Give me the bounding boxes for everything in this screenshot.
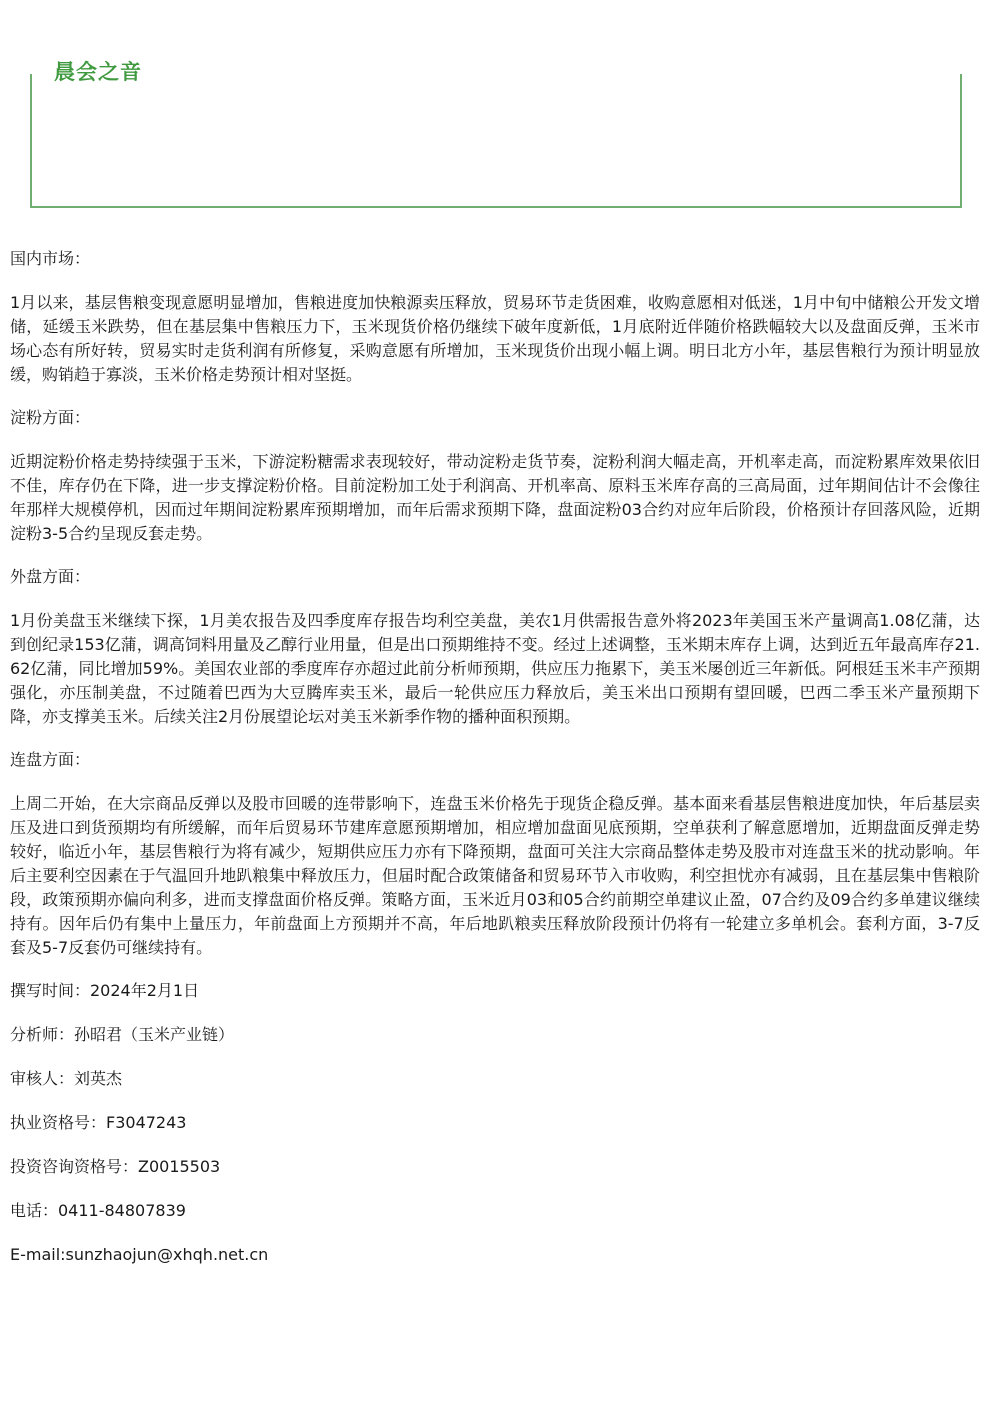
email-link[interactable]: E-mail:sunzhaojun@xhqh.net.cn bbox=[10, 1245, 269, 1264]
section-label-foreign: 外盘方面： bbox=[10, 567, 91, 586]
section-text-starch: 近期淀粉价格走势持续强于玉米，下游淀粉糖需求表现较好，带动淀粉走货节奏，淀粉利润大幅走高，开机率走高，而淀粉累库效果依旧不佳，库存仍在下降，进一步支撑淀粉价格。目前淀粉加工处于利润高、开机率高、原料玉米库存高的三高局面，过年期间估计不会像往年那样大规模停机，因而过年期间淀粉累库预期增加，而年后需求预期下降，盘面淀粉03合约对应年后阶段，价格预计存回落风险，近期淀粉3-5合约呈现反套走势。 bbox=[10, 452, 980, 543]
reviewer: 审核人：刘英杰 bbox=[10, 1069, 123, 1088]
section-label-starch: 淀粉方面： bbox=[10, 408, 91, 427]
header-frame bbox=[30, 74, 962, 208]
section-text-domestic: 1月以来，基层售粮变现意愿明显增加，售粮进度加快粮源卖压释放，贸易环节走货困难，收购意愿相对低迷，1月中旬中储粮公开发文增储，延缓玉米跌势，但在基层集中售粮压力下，玉米现货价格仍继续下破年度新低，1月底附近伴随价格跌幅较大以及盘面反弹，玉米市场心态有所好转，贸易实时走货利润有所修复，采购意愿有所增加，玉米现货价出现小幅上调。明日北方小年，基层售粮行为预计明显放缓，购销趋于寡淡，玉米价格走势预计相对坚挺。 bbox=[10, 293, 980, 384]
phone: 电话：0411-84807839 bbox=[10, 1201, 186, 1220]
license-number: 执业资格号：F3047243 bbox=[10, 1113, 187, 1132]
write-time: 撰写时间：2024年2月1日 bbox=[10, 981, 200, 1000]
section-text-dalian: 上周二开始，在大宗商品反弹以及股市回暖的连带影响下，连盘玉米价格先于现货企稳反弹。基本面来看基层售粮进度加快，年后基层卖压及进口到货预期均有所缓解，而年后贸易环节建库意愿预期增加，相应增加盘面见底预期，空单获利了解意愿增加，近期盘面反弹走势较好，临近小年，基层售粮行为将有减少，短期供应压力亦有下降预期，盘面可关注大宗商品整体走势及股市对连盘玉米的扰动影响。年后主要利空因素在于气温回升地趴粮集中释放压力，但届时配合政策储备和贸易环节入市收购，利空担忧亦有减弱，且在基层集中售粮阶段，政策预期亦偏向利多，进而支撑盘面价格反弹。策略方面，玉米近月03和05合约前期空单建议止盈，07合约及09合约多单建议继续持有。因年后仍有集中上量压力，年前盘面上方预期并不高，年后地趴粮卖压释放阶段预计仍将有一轮建立多单机会。套利方面，3-7反套及5-7反套仍可继续持有。 bbox=[10, 794, 980, 957]
analyst: 分析师：孙昭君（玉米产业链） bbox=[10, 1025, 235, 1044]
section-label-domestic: 国内市场： bbox=[10, 249, 91, 268]
section-label-dalian: 连盘方面： bbox=[10, 750, 91, 769]
report-body bbox=[10, 247, 980, 1287]
section-text-foreign: 1月份美盘玉米继续下探，1月美农报告及四季度库存报告均利空美盘，美农1月供需报告意外将2023年美国玉米产量调高1.08亿蒲，达到创纪录153亿蒲，调高饲料用量及乙醇行业用量，但是出口预期维持不变。经过上述调整，玉米期末库存上调，达到近五年最高库存21.62亿蒲，同比增加59%。美国农业部的季度库存亦超过此前分析师预期，供应压力拖累下，美玉米屡创近三年新低。阿根廷玉米丰产预期强化，亦压制美盘，不过随着巴西为大豆腾库卖玉米，最后一轮供应压力释放后，美玉米出口预期有望回暖，巴西二季玉米产量预期下降，亦支撑美玉米。后续关注2月份展望论坛对美玉米新季作物的播种面积预期。 bbox=[10, 611, 980, 726]
consult-license-number: 投资咨询资格号：Z0015503 bbox=[10, 1157, 221, 1176]
page-title: 晨会之音 bbox=[54, 60, 142, 84]
